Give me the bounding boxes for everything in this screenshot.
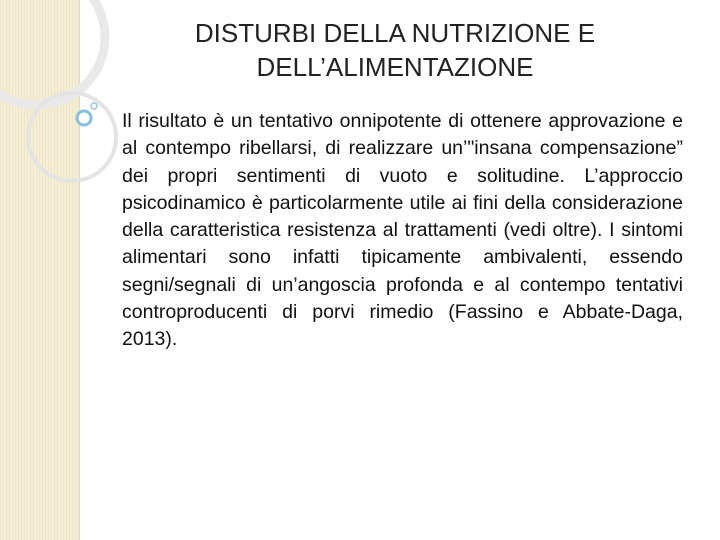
bullet-dot-icon bbox=[77, 111, 91, 125]
slide-title bbox=[130, 16, 660, 84]
large-ring-decoration bbox=[0, 0, 105, 105]
slide-title-line-1: DISTURBI DELLA NUTRIZIONE E bbox=[194, 18, 596, 48]
small-bullet-dot-icon bbox=[91, 103, 97, 109]
slide-title-line-2: DELL’ALIMENTAZIONE bbox=[256, 52, 534, 82]
slide-body-text: Il risultato è un tentativo onnipotente di ottenere approvazione e al contempo ribellarsi, di realizzare un’"insana compensazione” dei propri sentimenti di vuoto e solitudine. L’approccio psicodinamico è particolarmente utile ai fini della considerazione della caratteristica resistenza al trattamenti (vedi oltre). I sintomi alimentari sono infatti tipicamente ambivalenti, essendo segni/segnali di un’angoscia profonda e al contempo tentativi controproducenti di porvi rimedio (Fassino e Abbate-Daga, 2013). bbox=[122, 110, 683, 351]
medium-ring-decoration bbox=[28, 93, 116, 181]
decorative-circles bbox=[0, 0, 130, 200]
